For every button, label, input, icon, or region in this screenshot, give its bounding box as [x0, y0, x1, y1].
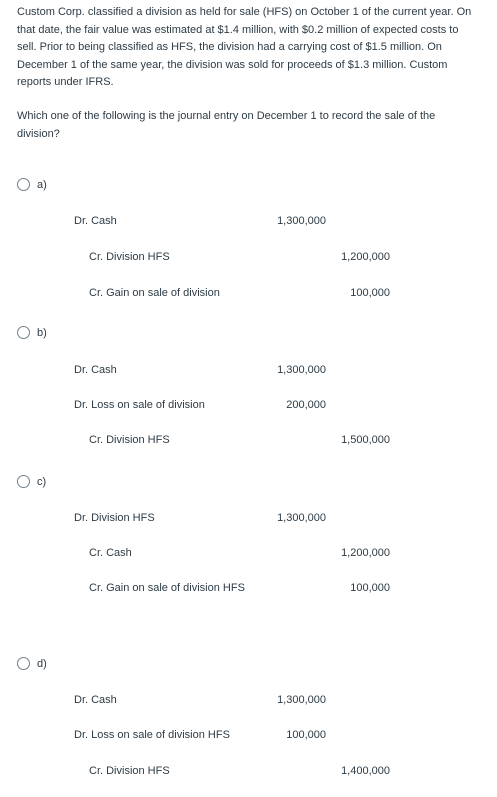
entry-debit: 1,300,000 — [277, 364, 326, 376]
entry-credit: 1,400,000 — [341, 765, 390, 777]
question-text: Custom Corp. classified a division as held for sale (HFS) on October 1 of the current year. On that date, the fair value was estimated at $1.4 million, with $0.2 million of expected costs to sell. Prior to being classified as HFS, the division had a carrying cost of $1.5 million. On December 1 of the same year, the division was sold for proceeds of $1.3 million. Custom reports under IFRS. — [17, 6, 472, 89]
option-label-d: d) — [37, 658, 47, 670]
entry-credit: 1,200,000 — [341, 251, 390, 263]
entry-account: Cr. Cash — [89, 547, 132, 559]
entry-debit: 200,000 — [286, 399, 326, 411]
entry-account: Cr. Gain on sale of division HFS — [89, 582, 245, 594]
option-label-b: b) — [37, 327, 47, 339]
entry-account: Dr. Loss on sale of division — [74, 399, 205, 411]
radio-button-b[interactable] — [17, 326, 30, 339]
entry-account: Cr. Division HFS — [89, 434, 170, 446]
option-label-c: c) — [37, 476, 47, 488]
entry-credit: 100,000 — [350, 582, 390, 594]
entry-account: Cr. Division HFS — [89, 251, 170, 263]
entry-account: Dr. Loss on sale of division HFS — [74, 729, 230, 741]
entry-account: Dr. Cash — [74, 215, 117, 227]
entry-account: Dr. Cash — [74, 364, 117, 376]
entry-debit: 1,300,000 — [277, 215, 326, 227]
entry-account: Cr. Gain on sale of division — [89, 287, 220, 299]
radio-button-a[interactable] — [17, 178, 30, 191]
entry-credit: 1,500,000 — [341, 434, 390, 446]
entry-debit: 1,300,000 — [277, 694, 326, 706]
radio-button-c[interactable] — [17, 475, 30, 488]
entry-account: Cr. Division HFS — [89, 765, 170, 777]
entry-debit: 1,300,000 — [277, 512, 326, 524]
question-prompt: Which one of the following is the journal entry on December 1 to record the sale of the division? — [17, 110, 436, 140]
entry-account: Dr. Division HFS — [74, 512, 155, 524]
entry-credit: 100,000 — [350, 287, 390, 299]
entry-debit: 100,000 — [286, 729, 326, 741]
entry-credit: 1,200,000 — [341, 547, 390, 559]
option-label-a: a) — [37, 179, 47, 191]
entry-account: Dr. Cash — [74, 694, 117, 706]
radio-button-d[interactable] — [17, 657, 30, 670]
